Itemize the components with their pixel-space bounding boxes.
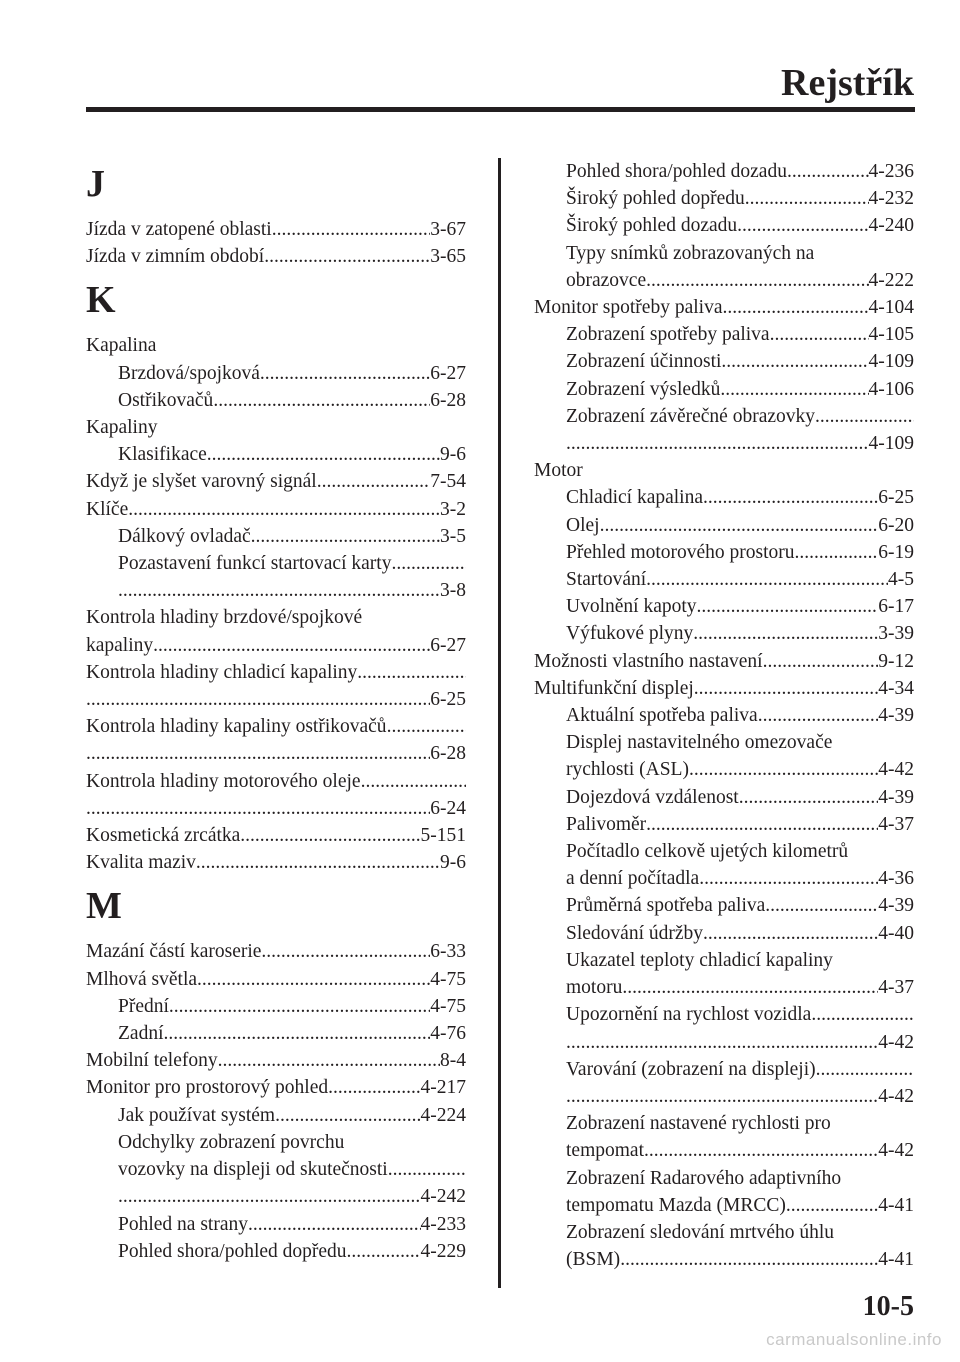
index-heading: Zobrazení sledování mrtvého úhlu [566, 1221, 835, 1243]
index-entry [86, 1102, 466, 1129]
dot-leader [689, 756, 878, 783]
entry-label: Pohled shora/pohled dozadu [566, 161, 787, 182]
index-entry [86, 822, 466, 849]
dot-leader [763, 648, 879, 675]
index-heading: Kapaliny [86, 417, 158, 439]
index-entry [86, 966, 466, 993]
entry-page-ref: 4-217 [420, 1077, 466, 1099]
dot-leader [387, 713, 466, 740]
dot-leader [361, 768, 466, 795]
entry-page-ref: 7-54 [430, 471, 466, 493]
dot-leader [272, 216, 431, 243]
index-entry [534, 158, 914, 185]
dot-leader [118, 577, 440, 604]
entry-label: Startování [566, 569, 647, 591]
index-entry [534, 892, 914, 919]
index-entry [534, 376, 914, 403]
index-entry [86, 632, 466, 659]
index-entry [534, 675, 914, 702]
entry-page-ref: 3-8 [440, 580, 466, 602]
dot-leader [118, 1183, 421, 1210]
dot-leader [197, 966, 430, 993]
entry-label: Kosmetická zrcátka [86, 825, 241, 847]
entry-page-ref: 8-4 [440, 1050, 466, 1072]
dot-leader [795, 539, 879, 566]
index-entry [534, 267, 914, 294]
entry-label: Klasifikace [118, 444, 207, 466]
entry-page-ref: 3-39 [878, 623, 914, 645]
dot-leader [703, 920, 878, 947]
entry-label: Monitor spotřeby paliva [534, 297, 723, 319]
index-entry [534, 212, 914, 239]
page-number: 10-5 [862, 1291, 914, 1322]
dot-leader [207, 441, 440, 468]
index-entry [534, 1056, 914, 1083]
entry-label: rychlosti (ASL) [566, 759, 689, 781]
index-heading: Zobrazení Radarového adaptivního [566, 1167, 842, 1189]
dot-leader [697, 593, 879, 620]
entry-page-ref: 4-104 [868, 297, 914, 319]
entry-page-ref: 9-6 [440, 852, 466, 874]
entry-label: Klíče [86, 498, 129, 520]
dot-leader [169, 993, 430, 1020]
entry-label: obrazovce [566, 269, 647, 291]
entry-label: Jízda v zimním období [86, 246, 265, 268]
entry-label: tempomatu Mazda (MRCC) [566, 1194, 786, 1216]
entry-page-ref: 4-5 [888, 569, 914, 591]
index-entry [86, 523, 466, 550]
index-column-right [534, 158, 914, 1273]
entry-label: Jízda v zatopené oblasti [86, 219, 272, 240]
index-entry [86, 243, 466, 270]
index-heading: Displej nastavitelného omezovače [566, 732, 833, 754]
entry-label: vozovky na displeji od skutečnosti [118, 1159, 388, 1181]
dot-leader [815, 403, 914, 430]
entry-page-ref: 4-39 [878, 895, 914, 917]
header-rule [86, 107, 915, 112]
dot-leader [622, 974, 878, 1001]
dot-leader [816, 1056, 914, 1083]
dot-leader [722, 294, 868, 321]
dot-leader [646, 566, 888, 593]
dot-leader [264, 243, 430, 270]
index-entry [534, 920, 914, 947]
section-letter: J [86, 163, 105, 205]
index-heading: Zobrazení nastavené rychlosti pro [566, 1113, 831, 1135]
entry-label: Kontrola hladiny chladicí kapaliny [86, 661, 358, 683]
entry-page-ref: 6-19 [878, 541, 914, 563]
entry-page-ref: 6-27 [430, 362, 466, 384]
entry-page-ref: 3-65 [430, 246, 466, 268]
dot-leader [163, 1020, 430, 1047]
entry-label: Chladicí kapalina [566, 487, 703, 509]
index-entry [86, 387, 466, 414]
entry-page-ref: 3-2 [440, 498, 466, 520]
entry-label: (BSM) [566, 1249, 621, 1271]
index-entry [534, 539, 914, 566]
dot-leader [693, 620, 878, 647]
dot-leader [260, 360, 430, 387]
entry-page-ref: 4-233 [420, 1213, 466, 1235]
dot-leader [251, 523, 440, 550]
index-entry [86, 993, 466, 1020]
index-entry [86, 1183, 466, 1210]
index-entry [534, 566, 914, 593]
index-entry [534, 784, 914, 811]
entry-label: Kontrola hladiny kapaliny ostřikovačů [86, 716, 387, 738]
index-entry [86, 1074, 466, 1101]
dot-leader [811, 1001, 914, 1028]
index-entry [86, 849, 466, 876]
index-entry [534, 811, 914, 838]
entry-page-ref: 4-236 [868, 161, 914, 182]
entry-page-ref: 4-232 [868, 188, 914, 210]
index-entry [86, 1211, 466, 1238]
index-entry [86, 577, 466, 604]
index-entry [534, 403, 914, 430]
entry-page-ref: 6-28 [430, 389, 466, 411]
dot-leader [275, 1102, 420, 1129]
entry-page-ref: 4-42 [878, 759, 914, 781]
index-entry [86, 686, 466, 713]
entry-page-ref: 9-12 [878, 650, 914, 672]
dot-leader [128, 496, 440, 523]
entry-label: Když je slyšet varovný signál [86, 471, 317, 493]
entry-page-ref: 4-105 [868, 324, 914, 346]
index-entry [86, 496, 466, 523]
dot-leader [240, 822, 420, 849]
entry-label: Multifunkční displej [534, 677, 694, 699]
entry-label: Výfukové plyny [566, 623, 694, 645]
index-entry [534, 1246, 914, 1273]
entry-page-ref: 4-40 [878, 922, 914, 944]
index-entry [86, 441, 466, 468]
entry-label: kapaliny [86, 634, 154, 656]
index-entry [534, 1029, 914, 1056]
entry-page-ref: 4-106 [868, 378, 914, 400]
entry-page-ref: 4-109 [868, 433, 914, 455]
entry-label: Kontrola hladiny motorového oleje [86, 770, 361, 792]
entry-label: Široký pohled dozadu [566, 215, 738, 237]
entry-page-ref: 4-229 [420, 1240, 466, 1262]
index-entry [86, 768, 466, 795]
entry-label: Zobrazení výsledků [566, 378, 721, 400]
entry-page-ref: 4-41 [878, 1249, 914, 1271]
index-entry [86, 1020, 466, 1047]
entry-label: a denní počítadla [566, 868, 700, 890]
entry-label: Průměrná spotřeba paliva [566, 895, 766, 917]
entry-page-ref: 4-42 [878, 1085, 914, 1107]
dot-leader [317, 468, 431, 495]
dot-leader [758, 702, 879, 729]
dot-leader [765, 892, 878, 919]
index-entry [534, 756, 914, 783]
index-entry [86, 360, 466, 387]
dot-leader [388, 1156, 466, 1183]
dot-leader [745, 185, 869, 212]
index-entry [534, 430, 914, 457]
index-entry [86, 740, 466, 767]
entry-label: Široký pohled dopředu [566, 188, 745, 210]
dot-leader [86, 686, 430, 713]
dot-leader [644, 1137, 878, 1164]
index-entry [86, 216, 466, 243]
entry-label: tempomat [566, 1140, 644, 1162]
dot-leader [196, 849, 440, 876]
dot-leader [721, 348, 868, 375]
index-entry [534, 1083, 914, 1110]
index-column-left [86, 154, 466, 1265]
index-entry [534, 702, 914, 729]
dot-leader [566, 1029, 878, 1056]
dot-leader [699, 865, 878, 892]
index-entry [534, 865, 914, 892]
index-entry [534, 484, 914, 511]
entry-label: Sledování údržby [566, 922, 704, 944]
entry-label: Možnosti vlastního nastavení [534, 650, 763, 672]
entry-page-ref: 4-240 [868, 215, 914, 237]
index-entry [86, 938, 466, 965]
index-entry [534, 974, 914, 1001]
entry-label: motoru [566, 977, 623, 999]
dot-leader [566, 430, 869, 457]
index-entry [534, 593, 914, 620]
column-divider [498, 158, 501, 1288]
entry-label: Zobrazení spotřeby paliva [566, 324, 770, 346]
dot-leader [737, 212, 868, 239]
entry-label: Kvalita maziv [86, 852, 196, 874]
dot-leader [86, 740, 430, 767]
entry-label: Pozastavení funkcí startovací karty [118, 553, 392, 575]
entry-page-ref: 3-67 [430, 219, 466, 240]
section-letter: M [86, 885, 122, 928]
entry-page-ref: 6-20 [878, 514, 914, 536]
entry-page-ref: 6-33 [430, 941, 466, 963]
index-heading: Odchylky zobrazení povrchu [118, 1131, 345, 1153]
dot-leader [261, 938, 430, 965]
entry-label: Mazání částí karoserie [86, 941, 262, 963]
entry-label: Dojezdová vzdálenost [566, 786, 739, 808]
entry-label: Mobilní telefony [86, 1050, 218, 1072]
entry-label: Aktuální spotřeba paliva [566, 705, 758, 727]
entry-page-ref: 4-222 [868, 269, 914, 291]
index-entry [534, 620, 914, 647]
section-letter: K [86, 279, 116, 322]
dot-leader [770, 321, 869, 348]
dot-leader [600, 512, 879, 539]
entry-label: Pohled na strany [118, 1213, 248, 1235]
index-heading: Motor [534, 460, 583, 482]
entry-page-ref: 4-41 [878, 1194, 914, 1216]
entry-page-ref: 6-17 [878, 596, 914, 618]
entry-page-ref: 4-37 [878, 813, 914, 835]
index-entry [534, 1192, 914, 1219]
dot-leader [694, 675, 878, 702]
page-title: Rejstřík [781, 62, 914, 104]
entry-page-ref: 4-36 [878, 868, 914, 890]
dot-leader [786, 1192, 878, 1219]
entry-page-ref: 6-25 [430, 689, 466, 711]
index-entry [86, 713, 466, 740]
entry-label: Olej [566, 514, 600, 536]
entry-label: Zobrazení závěrečné obrazovky [566, 405, 816, 427]
dot-leader [86, 795, 430, 822]
index-entry [534, 321, 914, 348]
entry-page-ref: 6-24 [430, 797, 466, 819]
index-entry [86, 1047, 466, 1074]
index-entry [534, 648, 914, 675]
entry-page-ref: 4-109 [868, 351, 914, 373]
index-entry [534, 1001, 914, 1028]
dot-leader [153, 632, 430, 659]
entry-page-ref: 4-242 [420, 1186, 466, 1208]
entry-label: Zobrazení účinnosti [566, 351, 722, 373]
index-heading: Typy snímků zobrazovaných na [566, 242, 815, 264]
entry-page-ref: 4-37 [878, 977, 914, 999]
entry-page-ref: 4-39 [878, 705, 914, 727]
dot-leader [248, 1211, 421, 1238]
entry-label: Palivoměr [566, 813, 647, 835]
index-entry [86, 659, 466, 686]
index-heading: Kontrola hladiny brzdové/spojkové [86, 607, 363, 629]
index-heading: Počítadlo celkově ujetých kilometrů [566, 841, 849, 863]
dot-leader [787, 158, 869, 185]
entry-label: Upozornění na rychlost vozidla [566, 1004, 812, 1026]
entry-page-ref: 4-34 [878, 677, 914, 699]
dot-leader [391, 550, 466, 577]
entry-page-ref: 9-6 [440, 444, 466, 466]
entry-label: Zadní [118, 1023, 164, 1045]
dot-leader [620, 1246, 878, 1273]
entry-page-ref: 4-224 [420, 1104, 466, 1126]
entry-label: Pohled shora/pohled dopředu [118, 1240, 347, 1262]
index-entry [534, 185, 914, 212]
dot-leader [566, 1083, 878, 1110]
index-heading: Kapalina [86, 335, 157, 357]
entry-label: Uvolnění kapoty [566, 596, 697, 618]
index-entry [86, 795, 466, 822]
index-entry [86, 550, 466, 577]
entry-page-ref: 4-75 [430, 995, 466, 1017]
entry-label: Monitor pro prostorový pohled [86, 1077, 329, 1099]
entry-page-ref: 6-27 [430, 634, 466, 656]
entry-label: Mlhová světla [86, 968, 198, 990]
entry-page-ref: 4-42 [878, 1140, 914, 1162]
dot-leader [646, 267, 868, 294]
index-heading: Ukazatel teploty chladicí kapaliny [566, 949, 833, 971]
index-entry [86, 468, 466, 495]
entry-label: Přední [118, 995, 169, 1017]
entry-page-ref: 6-28 [430, 743, 466, 765]
entry-label: Jak používat systém [118, 1104, 276, 1126]
entry-label: Přehled motorového prostoru [566, 541, 795, 563]
entry-page-ref: 4-39 [878, 786, 914, 808]
dot-leader [357, 659, 466, 686]
index-entry [86, 1238, 466, 1265]
watermark: carmanualsonline.info [766, 1330, 942, 1349]
entry-page-ref: 4-42 [878, 1031, 914, 1053]
entry-page-ref: 4-75 [430, 968, 466, 990]
entry-page-ref: 6-25 [878, 487, 914, 509]
dot-leader [347, 1238, 421, 1265]
dot-leader [646, 811, 878, 838]
index-entry [534, 294, 914, 321]
index-entry [534, 1137, 914, 1164]
dot-leader [328, 1074, 420, 1101]
index-entry [534, 512, 914, 539]
entry-label: Varování (zobrazení na displeji) [566, 1058, 816, 1080]
entry-page-ref: 4-76 [430, 1023, 466, 1045]
entry-label: Brzdová/spojková [118, 362, 260, 384]
dot-leader [218, 1047, 440, 1074]
entry-page-ref: 3-5 [440, 525, 466, 547]
dot-leader [739, 784, 879, 811]
entry-label: Ostřikovačů [118, 389, 214, 411]
index-entry [86, 1156, 466, 1183]
dot-leader [213, 387, 430, 414]
dot-leader [720, 376, 868, 403]
dot-leader [703, 484, 878, 511]
entry-label: Dálkový ovladač [118, 525, 251, 547]
index-entry [534, 348, 914, 375]
entry-page-ref: 5-151 [420, 825, 466, 847]
